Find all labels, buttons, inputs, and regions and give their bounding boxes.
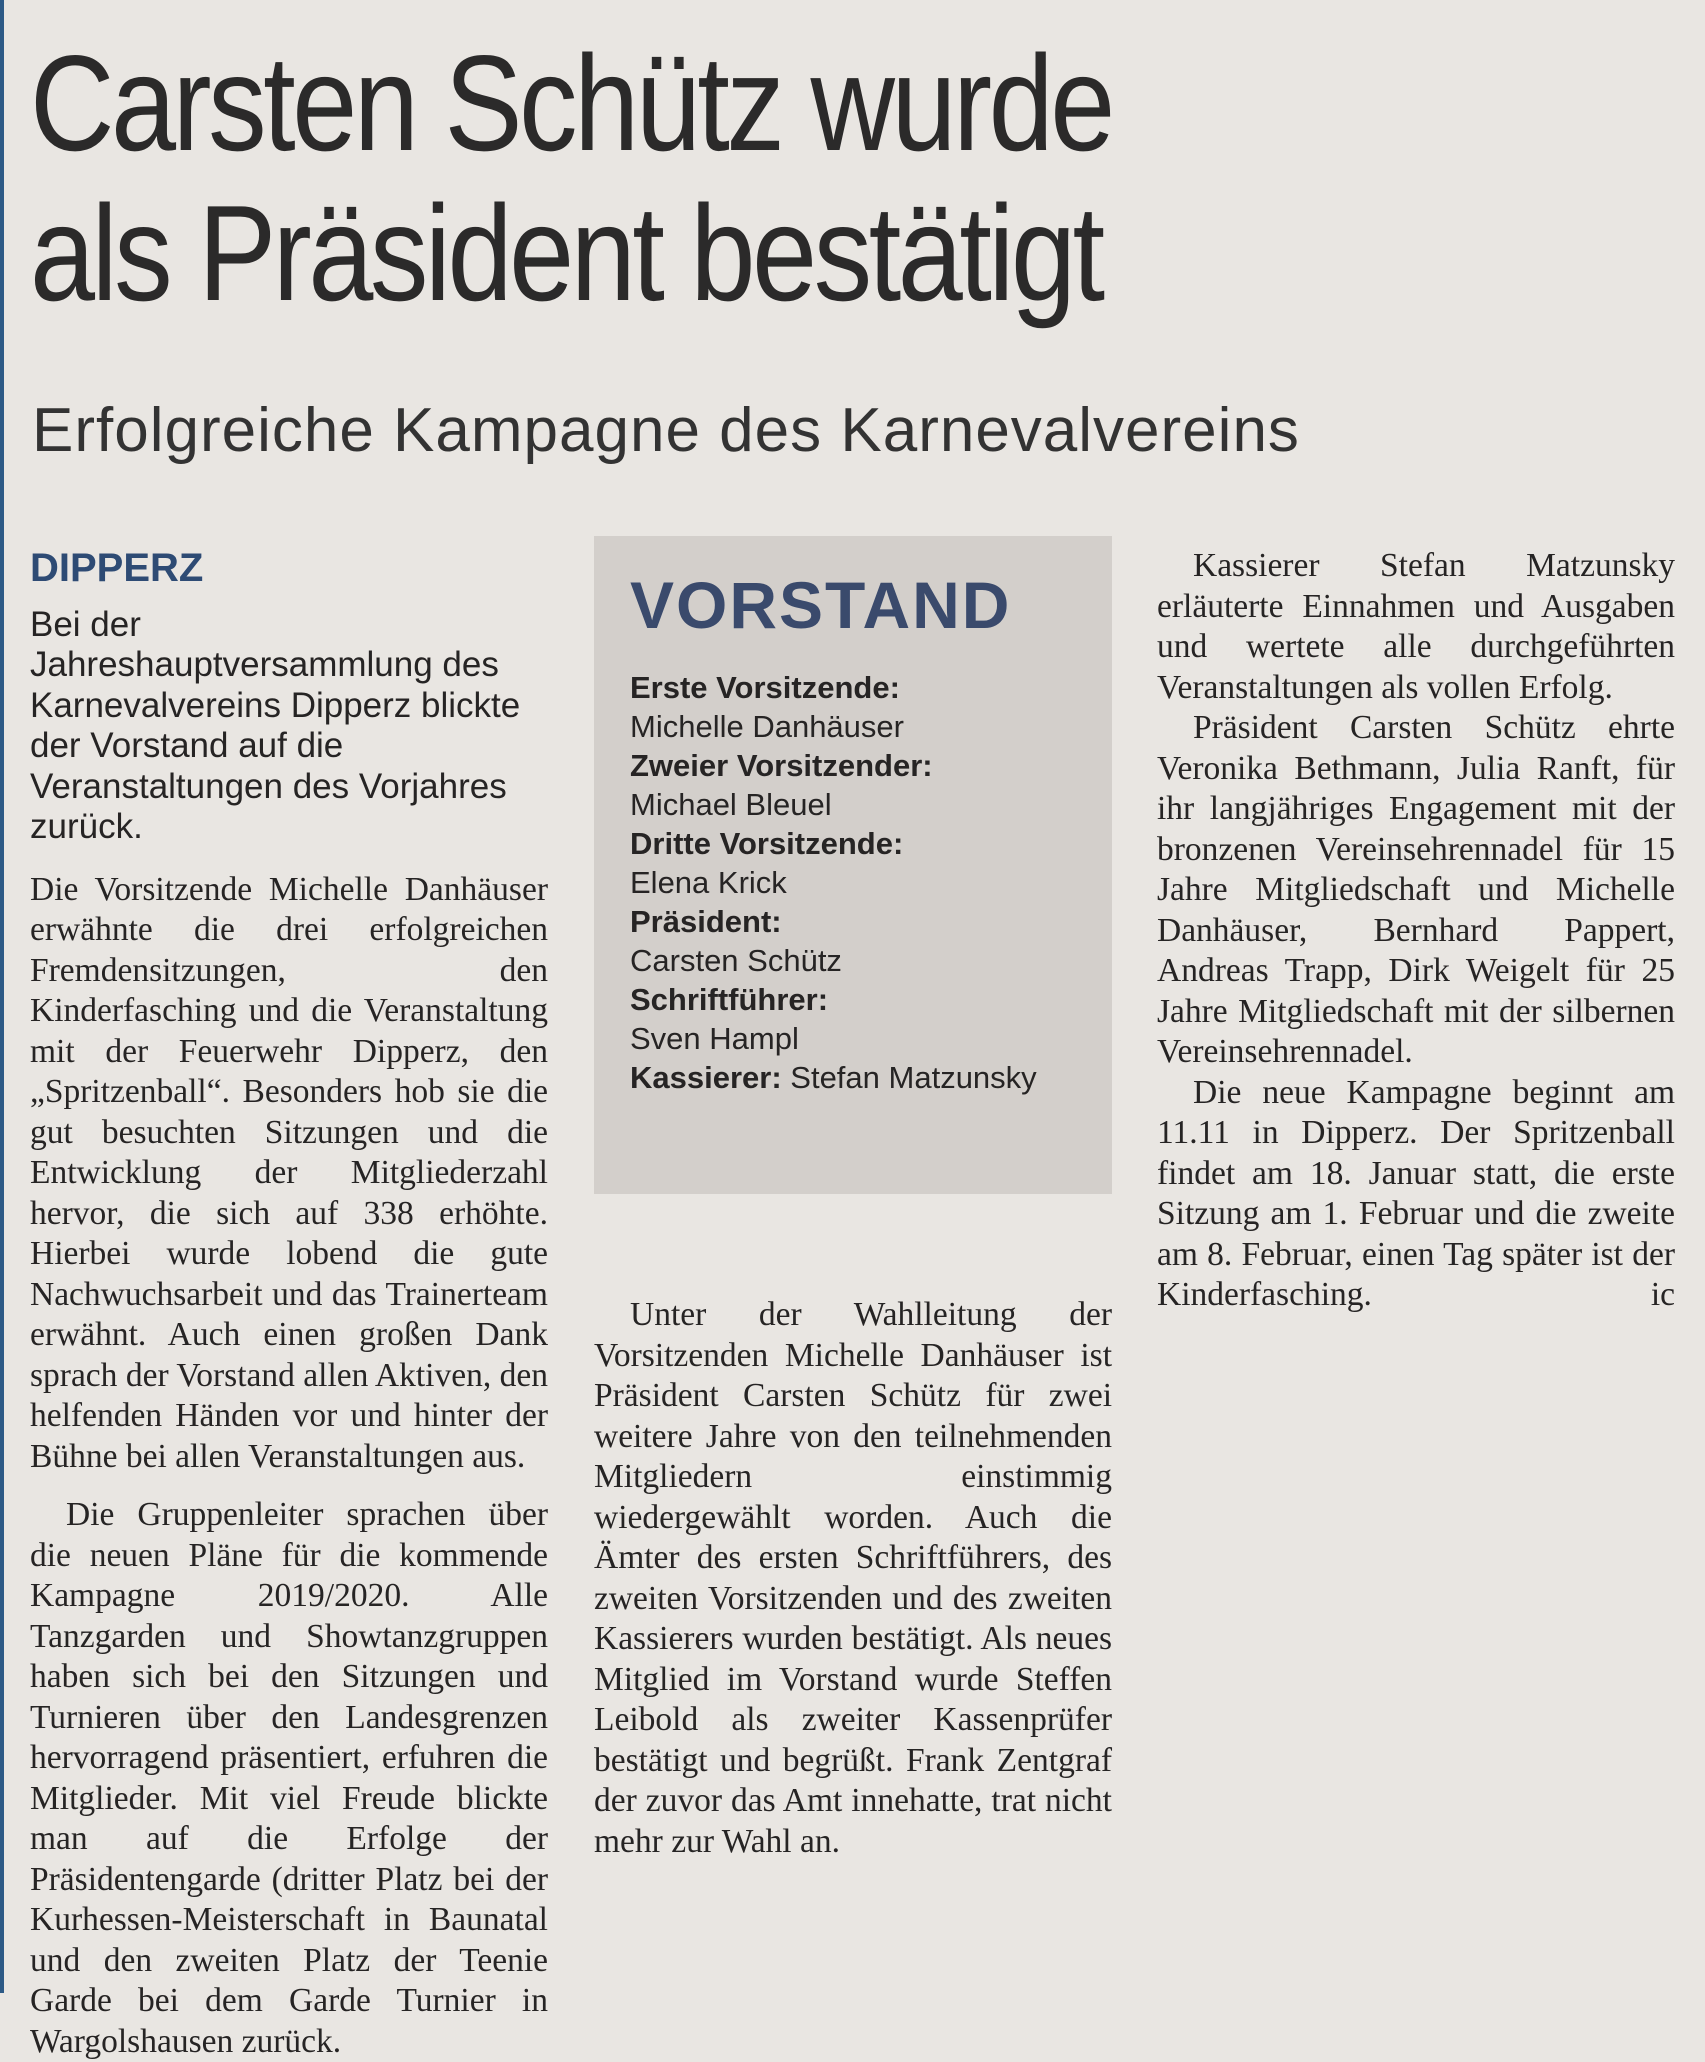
paragraph-5: Präsident Carsten Schütz ehrte Veronika Bethmann, Julia Ranft, für ihr langjähriges Engagement mit der bronzenen Vereinsehrennadel für 15 Jahre Mitgliedschaft und Michelle Danhäuser, Bernhard Pappert, Andreas Trapp, Dirk Weigelt für 25 Jahre Mitgliedschaft mit der silbernen Vereinsehrennadel. — [1157, 709, 1675, 1070]
role-label: Schriftführer: — [630, 982, 829, 1017]
person-name: Sven Hampl — [630, 1021, 799, 1056]
person-name: Michael Bleuel — [630, 787, 832, 822]
infobox-entry — [630, 980, 1076, 1058]
paragraph-2 — [30, 1495, 548, 2062]
role-label: Kassierer: — [630, 1060, 782, 1095]
headline — [30, 28, 1112, 328]
headline-line-2: als Präsident bestätigt — [30, 177, 1102, 329]
person-name: Elena Krick — [630, 865, 787, 900]
infobox-title: VORSTAND — [630, 568, 1012, 642]
person-name: Carsten Schütz — [630, 943, 842, 978]
role-label: Dritte Vorsitzende: — [630, 826, 904, 861]
article-column-right — [1157, 546, 1675, 1316]
paragraph-6 — [1157, 1073, 1675, 1316]
person-name: Stefan Matzunsky — [790, 1060, 1037, 1095]
infobox-entry — [630, 902, 1076, 980]
dateline: DIPPERZ — [30, 546, 204, 590]
person-name: Michelle Danhäuser — [630, 709, 904, 744]
infobox-entry — [630, 668, 1076, 746]
author-initials: ic — [1650, 1276, 1675, 1313]
paragraph-1: Die Vorsitzende Michelle Danhäuser erwähnte die drei erfolgreichen Fremdensitzungen, den Kinderfasching und die Veranstaltung mit der Feuerwehr Dipperz, den „Spritzenball“. Besonders hob sie die gut besuchten Sitzungen und die Entwicklung der Mitgliederzahl hervor, die sich auf 338 erhöhte. Hierbei wurde lobend die gute Nachwuchsarbeit und das Trainerteam erwähnt. Auch einen großen Dank sprach der Vorstand allen Aktiven, den helfenden Händen vor und hinter der Bühne bei allen Veranstaltungen aus. — [30, 870, 548, 1475]
paragraph-2-text: Die Gruppenleiter sprachen über die neuen Pläne für die kommende Kampagne 2019/2020. Alle Tanzgarden und Showtanzgruppen haben sich bei den Sitzungen und Turnieren über den Landesgrenzen hervorragend präsentiert, erfuhren die Mitglieder. Mit viel Freude blickte man auf die Erfolge der Präsidentengarde (dritter Platz bei der Kurhessen-Meisterschaft in Baunatal und den zweiten Platz der Teenie Garde bei dem Garde Turnier in Wargolshausen zurück. — [30, 1496, 548, 2060]
role-label: Erste Vorsitzende: — [630, 670, 900, 705]
article-column-left — [30, 548, 548, 2062]
page-edge — [0, 0, 4, 1993]
paragraph-6-text: Die neue Kampagne beginnt am 11.11 in Dipperz. Der Spritzenball findet am 18. Januar statt, die erste Sitzung am 1. Februar und die zweite am 8. Februar, einen Tag später ist der Kinderfasching. — [1157, 1073, 1675, 1313]
subheadline: Erfolgreiche Kampagne des Karnevalvereins — [32, 396, 1300, 465]
role-label: Zweier Vorsitzender: — [630, 748, 933, 783]
article-column-middle — [594, 1295, 1112, 1862]
infobox-entry — [630, 1058, 1076, 1097]
lead-paragraph: Bei der Jahreshauptversammlung des Karnevalvereins Dipperz blickte der Vorstand auf die Veranstaltungen des Vorjahres zurück. — [30, 604, 521, 846]
infobox-entry — [630, 824, 1076, 902]
paragraph-3: Unter der Wahlleitung der Vorsitzenden Michelle Danhäuser ist Präsident Carsten Schütz für zwei weitere Jahre von den teilnehmenden Mitgliedern einstimmig wiedergewählt worden. Auch die Ämter des ersten Schriftführers, des zweiten Vorsitzenden und des zweiten Kassierers wurden bestätigt. Als neues Mitglied im Vorstand wurde Steffen Leibold als zweiter Kassenprüfer bestätigt und begrüßt. Frank Zentgraf der zuvor das Amt innehatte, trat nicht mehr zur Wahl an. — [594, 1296, 1112, 1860]
paragraph-4: Kassierer Stefan Matzunsky erläuterte Einnahmen und Ausgaben und wertete alle durchgeführten Veranstaltungen als vollen Erfolg. — [1157, 547, 1675, 706]
role-label: Präsident: — [630, 904, 782, 939]
board-infobox — [594, 536, 1112, 1194]
headline-line-1: Carsten Schütz wurde — [30, 27, 1112, 179]
infobox-entry — [630, 746, 1076, 824]
